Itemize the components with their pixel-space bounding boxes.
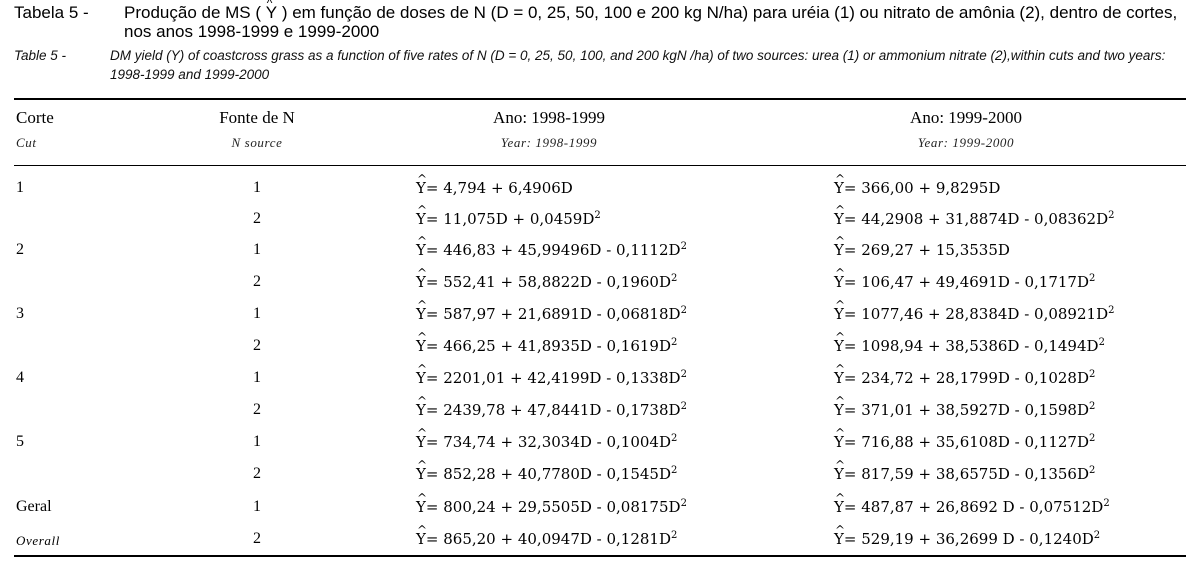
equation-text: = 466,25 + 41,8935D - 0,1619D (425, 337, 672, 355)
equation-1999-2000 (834, 336, 1105, 356)
row-source: 1 (253, 305, 261, 322)
row-source: 1 (253, 241, 261, 258)
equation-1999-2000 (834, 304, 1114, 324)
table-caption (14, 3, 1189, 84)
row-cut: Geral (16, 498, 52, 515)
header-source-en: N source (231, 135, 283, 150)
equation-1998-1999 (416, 529, 677, 549)
header-cut-en: Cut (16, 135, 37, 150)
exponent: 2 (671, 433, 678, 444)
equation-text: = 4,794 + 6,4906D (425, 179, 573, 197)
equation-1998-1999 (416, 304, 687, 324)
equation-1998-1999 (416, 178, 573, 198)
equation-text: = 734,74 + 32,3034D - 0,1004D (425, 433, 672, 451)
caption-label-en: Table 5 - (14, 48, 67, 63)
row-cut: 2 (16, 241, 24, 258)
equation-text: = 2201,01 + 42,4199D - 0,1338D (425, 369, 681, 387)
equation-1998-1999 (416, 336, 677, 356)
equation-text: = 865,20 + 40,0947D - 0,1281D (425, 530, 672, 548)
equation-1999-2000 (834, 272, 1095, 292)
equation-1999-2000 (834, 178, 1000, 198)
equation-text: = 269,27 + 15,3535D (843, 241, 1010, 259)
y-hat-symbol: ^ Y (416, 497, 426, 517)
exponent: 2 (1093, 530, 1101, 541)
row-source: 2 (253, 337, 261, 354)
y-hat-symbol: ^ Y (834, 400, 844, 420)
equation-1999-2000 (834, 368, 1095, 388)
equation-text: = 800,24 + 29,5505D - 0,08175D (425, 498, 681, 516)
exponent: 2 (1089, 465, 1096, 476)
bottom-rule (14, 555, 1186, 557)
equation-text: = 44,2908 + 31,8874D - 0,08362D (843, 210, 1109, 228)
y-hat-symbol: ^ Y (834, 178, 844, 198)
equation-text: = 487,87 + 26,8692 D - 0,07512D (843, 498, 1104, 516)
exponent: 2 (1089, 433, 1096, 444)
header-year-2: Ano: 1999-2000 (910, 108, 1022, 127)
row-cut: 5 (16, 433, 24, 450)
equation-text: = 716,88 + 35,6108D - 0,1127D (843, 433, 1090, 451)
y-hat-symbol: ^ Y (834, 464, 844, 484)
equation-1999-2000 (834, 432, 1095, 452)
row-source: 2 (253, 401, 261, 418)
y-hat-symbol: ^ Y (416, 209, 426, 229)
exponent: 2 (1089, 273, 1096, 284)
equation-1999-2000 (834, 240, 1010, 260)
equation-text: = 529,19 + 36,2699 D - 0,1240D (843, 530, 1094, 548)
equation-text: = 371,01 + 38,5927D - 0,1598D (843, 401, 1090, 419)
y-hat-symbol: ^ Y (416, 400, 426, 420)
y-hat-symbol: ^ Y (834, 272, 844, 292)
equation-text: = 366,00 + 9,8295D (843, 179, 1001, 197)
y-hat-symbol: ^ Y (416, 272, 426, 292)
caption-label-pt: Tabela 5 - (14, 3, 89, 22)
row-source: 2 (253, 273, 261, 290)
y-hat-symbol: ^ Y (416, 368, 426, 388)
equation-text: = 1077,46 + 28,8384D - 0,08921D (843, 305, 1109, 323)
y-hat-symbol: ^ Y (416, 529, 426, 549)
row-source: 2 (253, 465, 261, 482)
equation-text: = 552,41 + 58,8822D - 0,1960D (425, 273, 672, 291)
exponent: 2 (671, 273, 678, 284)
y-hat-symbol: ^ Y (834, 432, 844, 452)
y-hat-symbol: ^ Y (266, 3, 277, 22)
exponent: 2 (1098, 337, 1105, 348)
exponent: 2 (1108, 210, 1115, 221)
y-hat-symbol: ^ Y (416, 178, 426, 198)
top-rule (14, 98, 1186, 100)
equation-text: = 852,28 + 40,7780D - 0,1545D (425, 465, 672, 483)
exponent: 2 (1089, 369, 1096, 380)
y-hat-symbol: ^ Y (834, 368, 844, 388)
equation-text: = 11,075D + 0,0459D (425, 210, 595, 228)
y-hat-symbol: ^ Y (834, 304, 844, 324)
equation-1998-1999 (416, 368, 687, 388)
exponent: 2 (594, 210, 601, 221)
y-hat-symbol: ^ Y (416, 464, 426, 484)
header-source: Fonte de N (219, 108, 295, 127)
caption-portuguese (14, 3, 1189, 41)
equation-1998-1999 (416, 272, 677, 292)
exponent: 2 (1089, 401, 1096, 412)
row-source: 2 (253, 210, 261, 227)
equation-1999-2000 (834, 209, 1114, 229)
y-hat-symbol: ^ Y (416, 336, 426, 356)
equation-text: = 234,72 + 28,1799D - 0,1028D (843, 369, 1090, 387)
row-cut: 4 (16, 369, 24, 386)
y-hat-symbol: ^ Y (416, 432, 426, 452)
row-cut: Overall (16, 533, 60, 548)
equation-1998-1999 (416, 432, 677, 452)
caption-text-pt: Produção de MS ( ^ Y ) em função de doses de N (D = 0, 25, 50, 100 e 200 kg N/ha) para uréia (1) ou nitrato de amônia (2), dentro de cortes, nos anos 1998-1999 e 1999-2000 (124, 3, 1189, 41)
header-year-1-en: Year: 1998-1999 (500, 135, 598, 150)
y-hat-symbol: ^ Y (416, 304, 426, 324)
exponent: 2 (680, 241, 687, 252)
exponent: 2 (680, 498, 687, 509)
exponent: 2 (680, 305, 687, 316)
equation-text: = 446,83 + 45,99496D - 0,1112D (425, 241, 681, 259)
equation-1998-1999 (416, 464, 677, 484)
header-year-1: Ano: 1998-1999 (493, 108, 605, 127)
equation-1999-2000 (834, 464, 1095, 484)
exponent: 2 (671, 530, 678, 541)
equation-text: = 817,59 + 38,6575D - 0,1356D (843, 465, 1090, 483)
caption-english (14, 46, 1189, 84)
header-year-2-en: Year: 1999-2000 (917, 135, 1015, 150)
exponent: 2 (1108, 305, 1115, 316)
equation-text: = 106,47 + 49,4691D - 0,1717D (843, 273, 1090, 291)
equation-1999-2000 (834, 400, 1095, 420)
y-hat-symbol: ^ Y (834, 336, 844, 356)
row-cut: 3 (16, 305, 24, 322)
equation-text: = 1098,94 + 38,5386D - 0,1494D (843, 337, 1099, 355)
exponent: 2 (671, 337, 678, 348)
exponent: 2 (680, 369, 687, 380)
exponent: 2 (680, 401, 687, 412)
row-source: 1 (253, 433, 261, 450)
exponent: 2 (1103, 498, 1110, 509)
row-source: 2 (253, 530, 261, 547)
y-hat-symbol: ^ Y (416, 240, 426, 260)
y-hat-symbol: ^ Y (834, 497, 844, 517)
row-source: 1 (253, 498, 261, 515)
equation-1998-1999 (416, 497, 687, 517)
y-hat-symbol: ^ Y (834, 209, 844, 229)
exponent: 2 (671, 465, 678, 476)
equation-1998-1999 (416, 400, 687, 420)
equation-1999-2000 (834, 529, 1100, 549)
equation-text: = 2439,78 + 47,8441D - 0,1738D (425, 401, 681, 419)
row-source: 1 (253, 179, 261, 196)
equation-text: = 587,97 + 21,6891D - 0,06818D (425, 305, 681, 323)
header-rule (14, 165, 1186, 166)
y-hat-symbol: ^ Y (834, 529, 844, 549)
caption-text-en: DM yield (Y) of coastcross grass as a function of five rates of N (D = 0, 25, 50, 100, and 200 kgN /ha) of two sources: urea (1) or ammonium nitrate (2),within cuts and two years: 1998-1999 and 1999-2000 (110, 48, 1166, 82)
row-source: 1 (253, 369, 261, 386)
equation-1999-2000 (834, 497, 1110, 517)
equation-1998-1999 (416, 209, 601, 229)
row-cut: 1 (16, 179, 24, 196)
header-cut: Corte (16, 108, 54, 127)
equation-1998-1999 (416, 240, 687, 260)
y-hat-symbol: ^ Y (834, 240, 844, 260)
